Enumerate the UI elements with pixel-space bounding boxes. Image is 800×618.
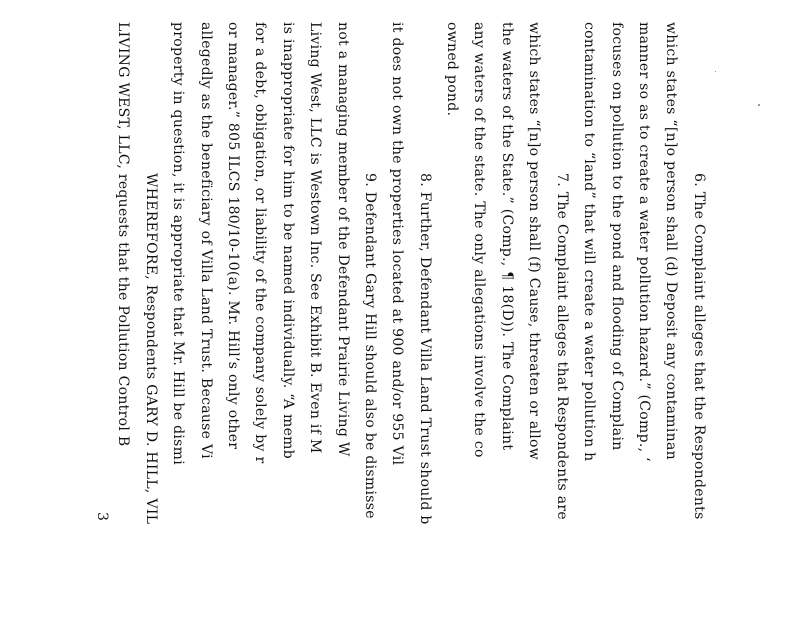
text-line: 8. Further, Defendant Villa Land Trust should b xyxy=(417,173,433,525)
text-line: LIVING WEST, LLC, requests that the Pollution Control B xyxy=(115,22,131,447)
text-line: for a debt, obligation, or liability of the company solely by r xyxy=(252,22,268,464)
text-line: is inappropriate for him to be named individually. “A memb xyxy=(280,22,296,460)
text-line: 9. Defendant Gary Hill should also be dismisse xyxy=(362,173,378,519)
text-line: the waters of the State.” (Comp., ¶ 18(D)). The Complaint xyxy=(499,22,515,451)
text-line: Living West, LLC is Westown Inc. See Exhibit B. Even if M xyxy=(307,22,323,454)
text-line: it does not own the properties located at 900 and/or 955 Vil xyxy=(389,22,405,466)
text-line: focuses on pollution to the pond and flooding of Complain xyxy=(609,22,625,451)
text-line: property in question, it is appropriate that Mr. Hill be dismi xyxy=(170,22,186,465)
text-line: 7. The Complaint alleges that Respondents are xyxy=(554,173,570,520)
text-line: allegedly as the beneficiary of Villa Land Trust. Because Vi xyxy=(198,22,214,459)
text-line: 6. The Complaint alleges that the Respondents xyxy=(691,173,707,520)
text-line: or manager.” 805 ILCS 180/10-10(a). Mr. Hill’s only other xyxy=(225,22,241,450)
text-line: manner so as to create a water pollution hazard.” (Comp., ‘ xyxy=(636,22,652,462)
scan-speck xyxy=(758,104,760,106)
text-line: contamination to “land” that will create a water pollution h xyxy=(581,22,597,462)
page-number: 3 xyxy=(94,512,110,521)
text-line: any waters of the state. The only allegations involve the co xyxy=(471,22,487,458)
text-line: not a managing member of the Defendant Prairie Living W xyxy=(335,22,351,457)
text-line: WHEREFORE, Respondents GARY D. HILL, VIL xyxy=(143,173,159,525)
scan-speck xyxy=(715,71,716,72)
text-line: which states “[n]o person shall (f) Cause, threaten or allow xyxy=(526,22,542,461)
text-line: which states “[n]o person shall (d) Deposit any contaminan xyxy=(663,22,679,460)
text-line: owned pond. xyxy=(444,22,460,117)
